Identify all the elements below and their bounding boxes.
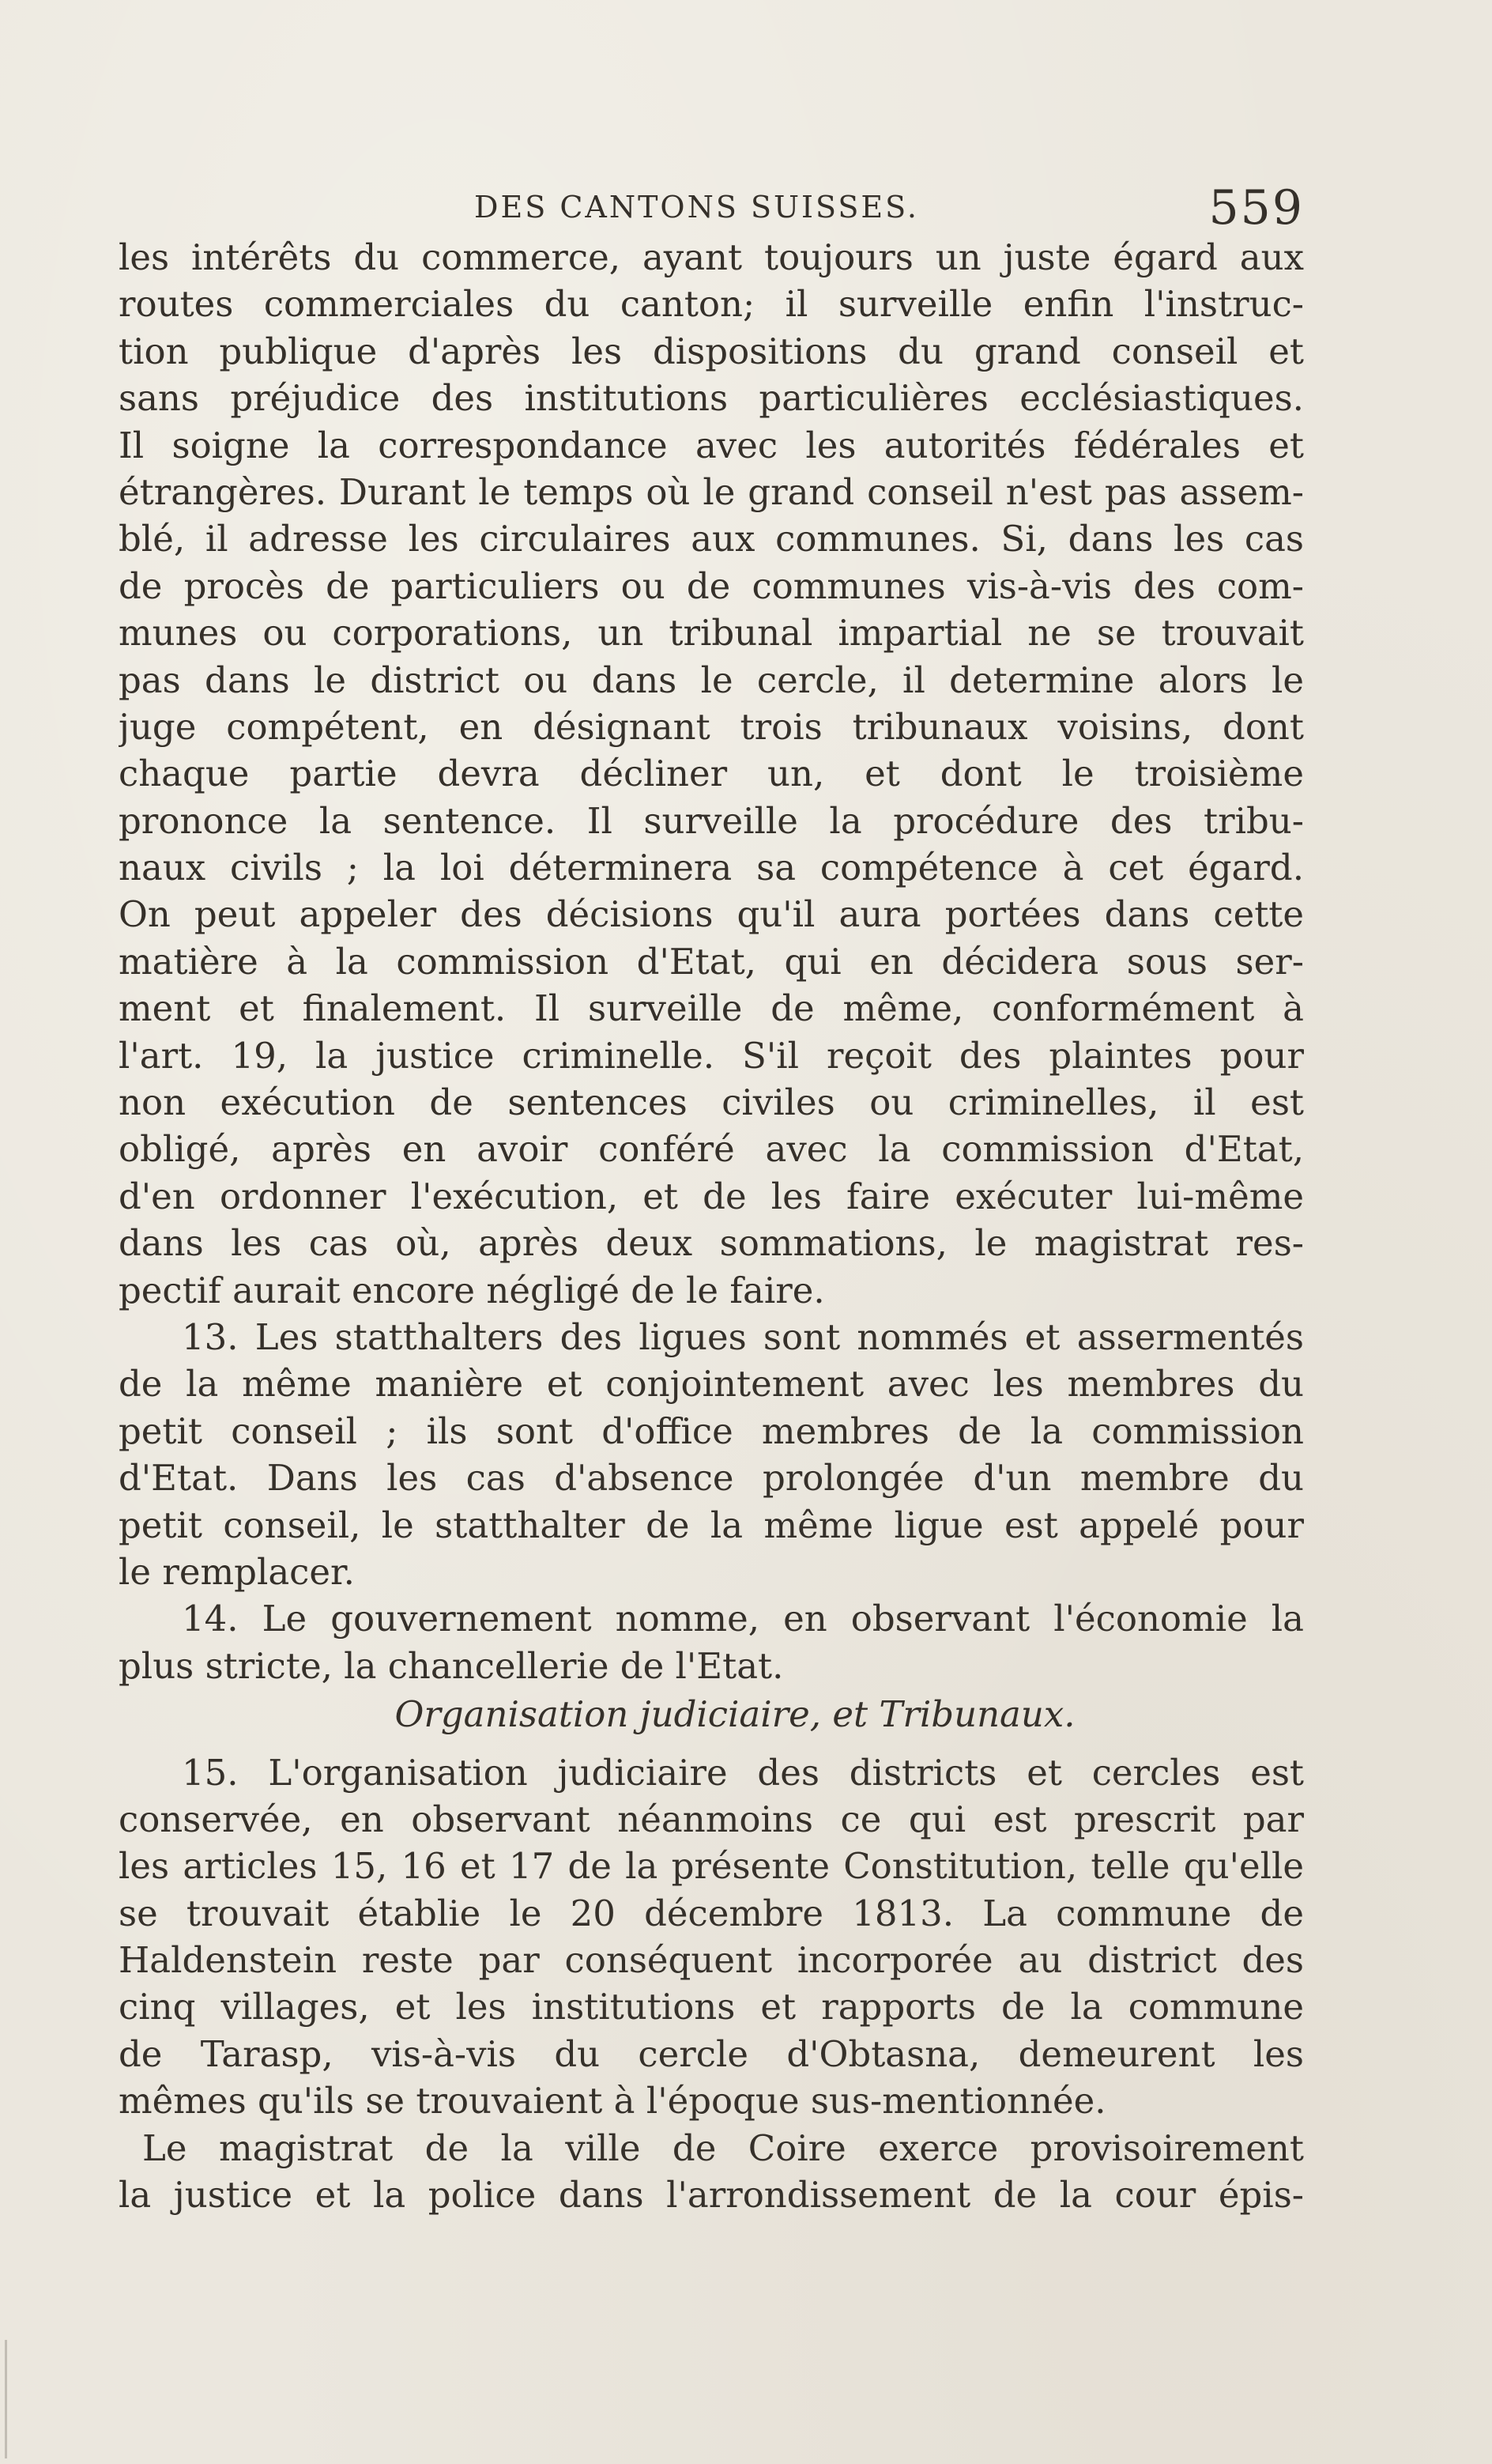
text-line: dans les cas où, après deux sommations, le magistrat res- (119, 1222, 1304, 1265)
text-line: se trouvait établie le 20 décembre 1813. La commune de (119, 1892, 1304, 1934)
text-line: pas dans le district ou dans le cercle, il determine alors le (119, 658, 1304, 701)
text-line: mêmes qu'ils se trouvaient à l'époque sus-mentionnée. (119, 2080, 1106, 2123)
text-line: juge compétent, en désignant trois tribunaux voisins, dont (119, 705, 1304, 748)
text-line: Il soigne la correspondance avec les autorités fédérales et (119, 424, 1304, 466)
text-line: les intérêts du commerce, ayant toujours un juste égard aux (119, 236, 1304, 278)
text-line: conservée, en observant néanmoins ce qui est prescrit par (119, 1798, 1304, 1840)
text-line: tion publique d'après les dispositions du grand conseil et (119, 330, 1304, 372)
text-line: On peut appeler des décisions qu'il aura portées dans cette (119, 893, 1304, 936)
text-line: naux civils ; la loi déterminera sa compétence à cet égard. (119, 847, 1304, 889)
text-line: de la même manière et conjointement avec les membres du (119, 1363, 1304, 1406)
text-line: chaque partie devra décliner un, et dont le troisième (119, 753, 1304, 795)
text-line: le remplacer. (119, 1550, 355, 1593)
text-line: matière à la commission d'Etat, qui en décidera sous ser- (119, 940, 1304, 983)
article-14-line: 14. Le gouvernement nomme, en observant l'économie la (182, 1598, 1304, 1640)
text-line: les articles 15, 16 et 17 de la présente Constitution, telle qu'elle (119, 1845, 1304, 1888)
text-line: d'en ordonner l'exécution, et de les faire exécuter lui-même (119, 1175, 1304, 1217)
text-line: prononce la sentence. Il surveille la procédure des tribu- (119, 799, 1304, 842)
section-heading: Organisation judiciaire, et Tribunaux. (394, 1693, 1076, 1736)
running-title: DES CANTONS SUISSES. (474, 190, 919, 225)
text-line: ment et finalement. Il surveille de même, conformément à (119, 987, 1304, 1030)
text-line: munes ou corporations, un tribunal impartial ne se trouvait (119, 612, 1304, 655)
text-line: de procès de particuliers ou de communes vis-à-vis des com- (119, 564, 1304, 607)
text-line: la justice et la police dans l'arrondissement de la cour épis- (119, 2174, 1304, 2217)
text-line: non exécution de sentences civiles ou criminelles, il est (119, 1081, 1304, 1124)
text-line: plus stricte, la chancellerie de l'Etat. (119, 1644, 784, 1687)
text-line: d'Etat. Dans les cas d'absence prolongée d'un membre du (119, 1457, 1304, 1500)
left-margin-binding-mark (5, 2340, 7, 2458)
paragraph-start-line: Le magistrat de la ville de Coire exerce provisoirement (142, 2126, 1304, 2169)
text-line: blé, il adresse les circulaires aux communes. Si, dans les cas (119, 518, 1304, 560)
text-line: de Tarasp, vis-à-vis du cercle d'Obtasna, demeurent les (119, 2032, 1304, 2075)
text-line: Haldenstein reste par conséquent incorporée au district des (119, 1939, 1304, 1982)
text-line: cinq villages, et les institutions et rapports de la commune (119, 1986, 1304, 2028)
article-15-line: 15. L'organisation judiciaire des districts et cercles est (182, 1751, 1304, 1794)
text-line: petit conseil, le statthalter de la même ligue est appelé pour (119, 1504, 1304, 1546)
page-number: 559 (1208, 180, 1304, 236)
body-text (119, 234, 1304, 2218)
text-line: l'art. 19, la justice criminelle. S'il reçoit des plaintes pour (119, 1034, 1304, 1077)
text-line: étrangères. Durant le temps où le grand conseil n'est pas assem- (119, 470, 1304, 513)
text-line: petit conseil ; ils sont d'office membres de la commission (119, 1409, 1304, 1452)
text-line: routes commerciales du canton; il surveille enfin l'instruc- (119, 283, 1304, 326)
running-head (119, 180, 1304, 239)
article-13-line: 13. Les statthalters des ligues sont nommés et assermentés (182, 1315, 1304, 1358)
text-line: obligé, après en avoir conféré avec la commission d'Etat, (119, 1128, 1304, 1171)
text-line: pectif aurait encore négligé de le faire. (119, 1269, 825, 1311)
text-line: sans préjudice des institutions particulières ecclésiastiques. (119, 377, 1304, 420)
